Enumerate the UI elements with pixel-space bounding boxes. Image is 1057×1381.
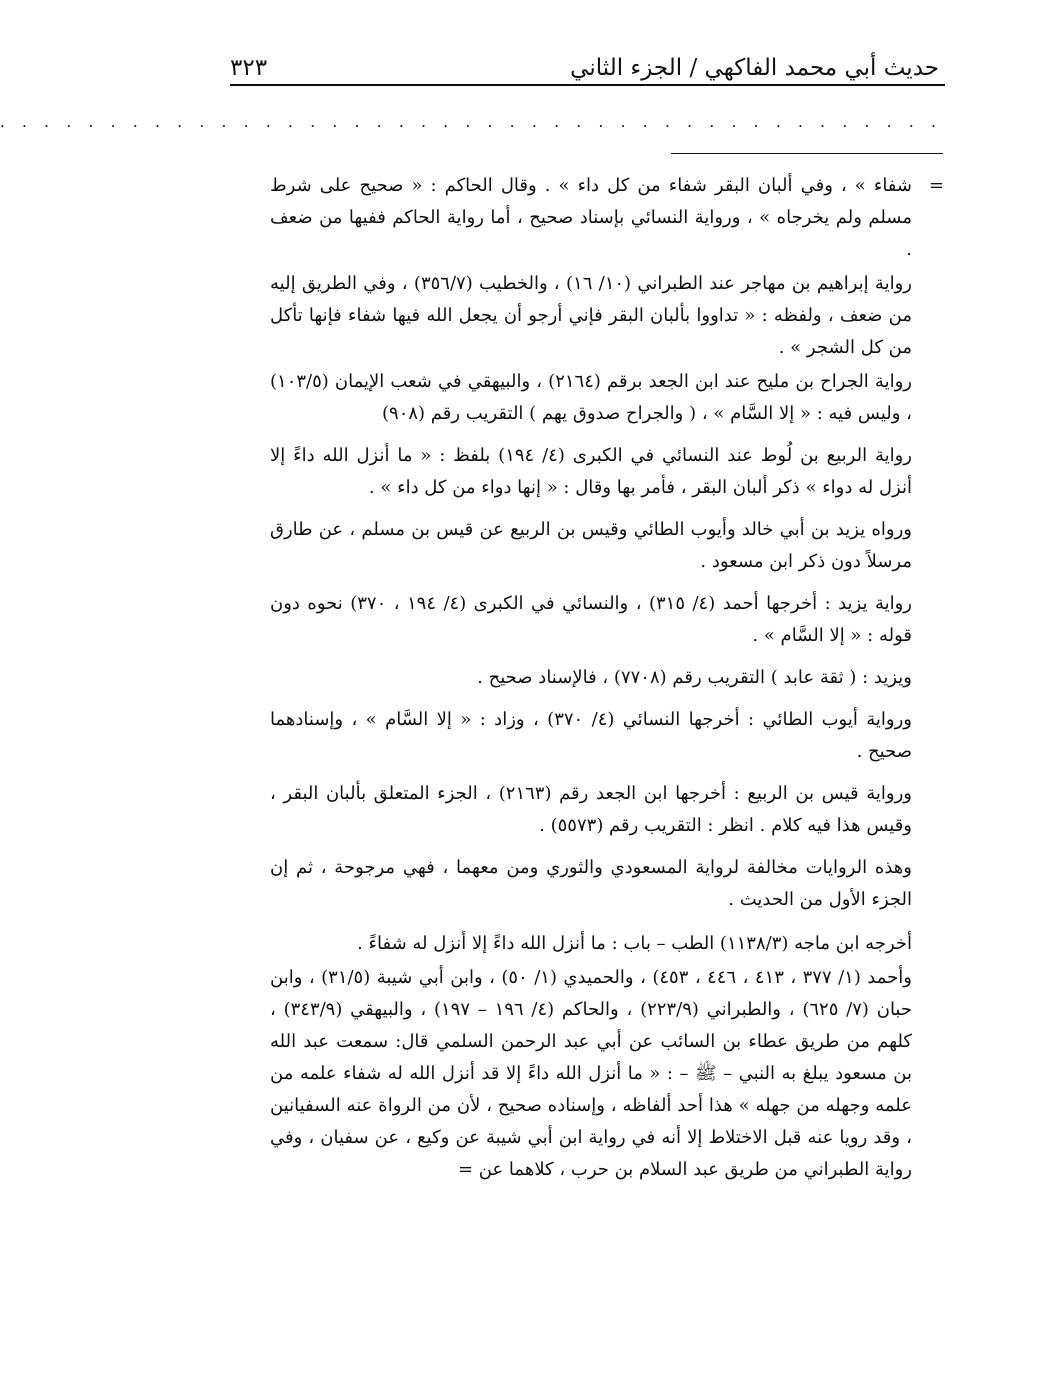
footnote-paragraph: وأحمد (١/ ٣٧٧ ، ٤١٣ ، ٤٤٦ ، ٤٥٣) ، والحميدي (١/ ٥٠) ، وابن أبي شيبة (٣١/٥) ، وابن حبان (٧/ ٦٢٥) ، والطبراني (٢٢٣/٩) ، والحاكم (٤/ ١٩٦ – ١٩٧) ، والبيهقي (٣٤٣/٩) ، كلهم من طريق عطاء بن السائب عن أبي عبد الرحمن السلمي قال: سمعت عبد الله بن مسعود يبلغ به النبي – ﷺ – : « ما أنزل الله داءً إلا قد أنزل الله له شفاء علمه من علمه وجهله من جهله » هذا أحد ألفاظه ، وإسناده صحيح ، لأن من الرواة عنه السفيانين ، وقد رويا عنه قبل الاختلاط إلا أنه في رواية ابن أبي شيبة عن وكيع ، عن سفيان ، وفي رواية الطبراني من طريق عبد السلام بن حرب ، كلاهما عن = [270, 967, 912, 1180]
footnotes-block [270, 170, 912, 1196]
page-number: ٣٢٣ [230, 55, 268, 81]
footnote-paragraph: وهذه الروايات مخالفة لرواية المسعودي والثوري ومن معهما ، فهي مرجوحة ، ثم إن الجزء الأول من الحديث . [270, 857, 912, 910]
running-title: حديث أبي محمد الفاكهي / الجزء الثاني [570, 55, 939, 81]
header-rule [230, 84, 945, 86]
footnote-paragraph: شفاء » ، وفي ألبان البقر شفاء من كل داء » . وقال الحاكم : « صحيح على شرط مسلم ولم يخرجاه » ، ورواية النسائي بإسناد صحيح ، أما رواية الحاكم ففيها من ضعف . [270, 175, 912, 260]
footnote-paragraph: رواية إبراهيم بن مهاجر عند الطبراني (١٠/ ١٦) ، والخطيب (٣٥٦/٧) ، وفي الطريق إليه من ضعف ، ولفظه : « تداووا بألبان البقر فإني أرجو أن يجعل الله فيها شفاء فإنها تأكل من كل الشجر » . [270, 273, 912, 358]
footnote-rule [671, 153, 943, 154]
footnote-paragraph: ورواه يزيد بن أبي خالد وأيوب الطائي وقيس بن الربيع عن قيس بن مسلم ، عن طارق مرسلاً دون ذكر ابن مسعود . [270, 519, 912, 572]
footnote-paragraph: رواية الربيع بن لُوط عند النسائي في الكبرى (٤/ ١٩٤) بلفظ : « ما أنزل الله داءً إلا أنزل له دواء » ذكر ألبان البقر ، فأمر بها وقال : « إنها دواء من كل داء » . [270, 445, 912, 498]
footnote-paragraph: ويزيد : ( ثقة عابد ) التقريب رقم (٧٧٠٨) ، فالإسناد صحيح . [477, 667, 912, 688]
continuation-mark: = [928, 175, 944, 196]
footnote-paragraph: ورواية أيوب الطائي : أخرجها النسائي (٤/ ٣٧٠) ، وزاد : « إلا السَّام » ، وإسنادهما صحيح . [270, 709, 912, 762]
footnote-paragraph: ورواية قيس بن الربيع : أخرجها ابن الجعد رقم (٢١٦٣) ، الجزء المتعلق بألبان البقر ، وقيس هذا فيه كلام . انظر : التقريب رقم (٥٥٧٣) . [270, 783, 912, 836]
footnote-paragraph: رواية يزيد : أخرجها أحمد (٤/ ٣١٥) ، والنسائي في الكبرى (٤/ ١٩٤ ، ٣٧٠) نحوه دون قوله : « إلا السَّام » . [270, 593, 912, 646]
footnote-paragraph: رواية الجراح بن مليح عند ابن الجعد برقم (٢١٦٤) ، والبيهقي في شعب الإيمان (١٠٣/٥) ، وليس فيه : « إلا السَّام » ، ( والجراح صدوق يهم ) التقريب رقم (٩٠٨) [270, 371, 912, 424]
footnote-paragraph: أخرجه ابن ماجه (١١٣٨/٣) الطب – باب : ما أنزل الله داءً إلا أنزل له شفاءً . [357, 933, 912, 954]
text-separator-dots: . . . . . . . . . . . . . . . . . . . . . . . . . . . . . . . . . . . . . . . . . . . [0, 112, 942, 131]
running-header [230, 36, 939, 80]
